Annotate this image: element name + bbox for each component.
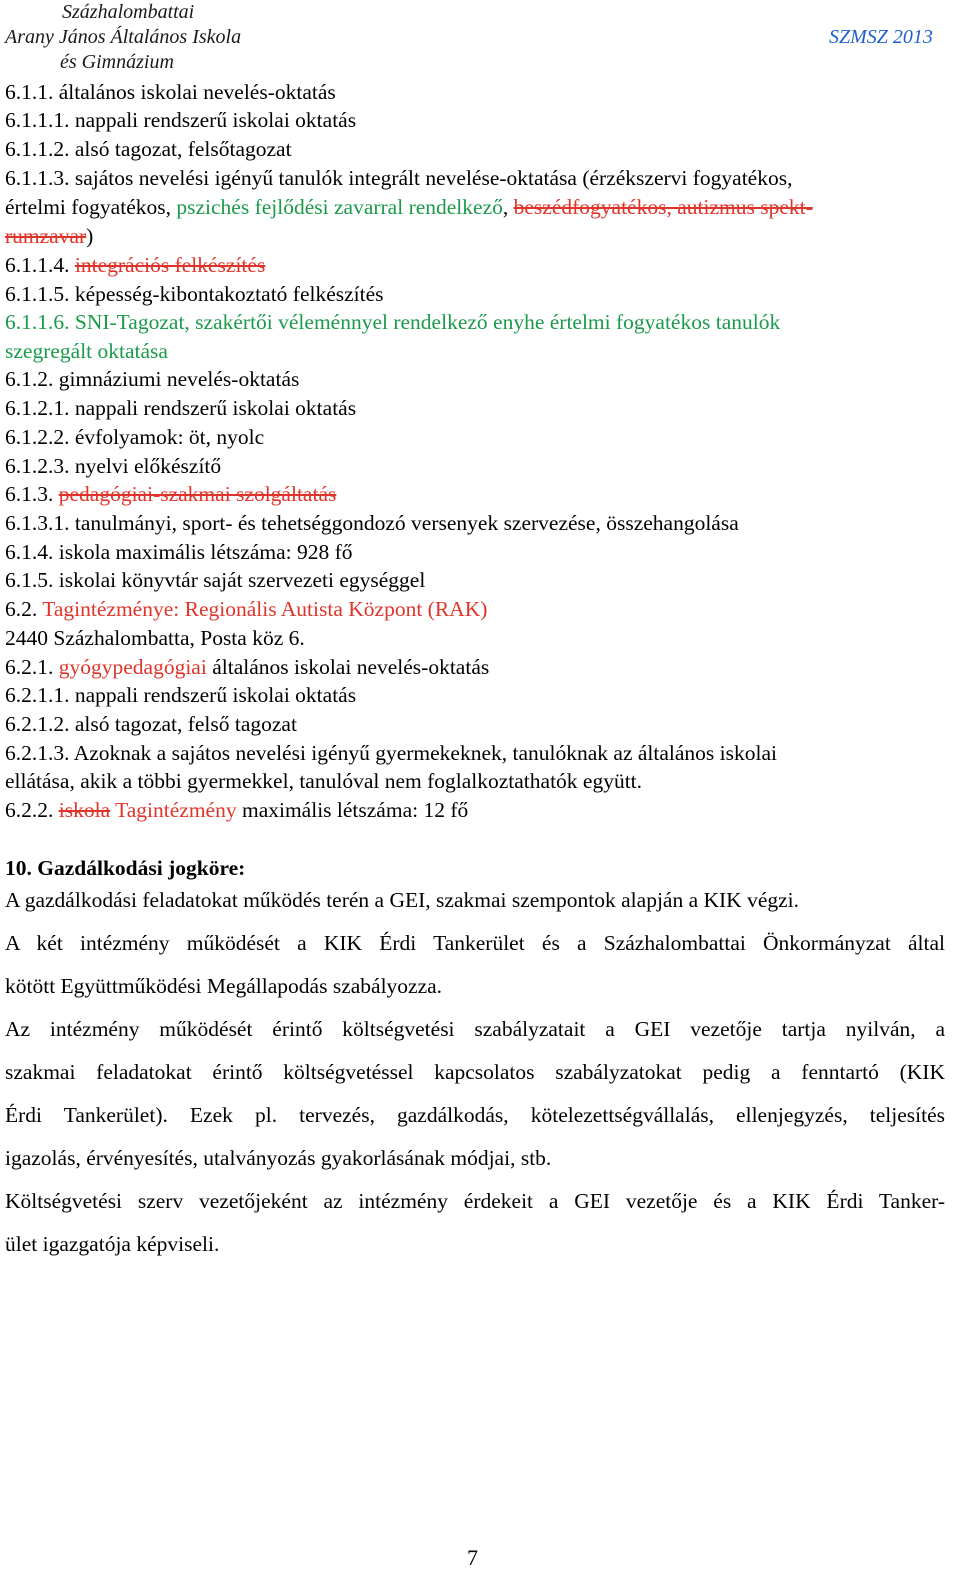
- item-6-1-2: 6.1.2. gimnáziumi nevelés-oktatás: [5, 367, 300, 391]
- item-6-1-3: 6.1.3. pedagógiai-szakmai szolgáltatás: [5, 482, 337, 506]
- item-6-1-1-2: 6.1.1.2. alsó tagozat, felsőtagozat: [5, 137, 292, 161]
- item-6-1-1-6-line2: szegregált oktatása: [5, 339, 168, 363]
- paragraph-3-line2: szakmai feladatokat érintő költségvetéssel kapcsolatos szabályzatokat pedig a fenntartó (KIK: [5, 1060, 945, 1084]
- item-6-1-2-1: 6.1.2.1. nappali rendszerű iskolai oktatás: [5, 396, 357, 420]
- item-6-1-1-6-line1: 6.1.1.6. SNI-Tagozat, szakértői véleménnyel rendelkező enyhe értelmi fogyatékos tanulók: [5, 310, 781, 334]
- item-6-2: 6.2. Tagintézménye: Regionális Autista Központ (RAK): [5, 597, 488, 621]
- paragraph-2-line1: A két intézmény működését a KIK Érdi Tankerület és a Százhalombattai Önkormányzat által: [5, 931, 945, 955]
- header-school-city: Százhalombattai: [62, 1, 195, 23]
- page-number: 7: [467, 1545, 478, 1570]
- item-6-2-1: 6.2.1. gyógypedagógiai általános iskolai nevelés-oktatás: [5, 655, 490, 679]
- header-school-suffix: és Gimnázium: [60, 51, 174, 73]
- address-line: 2440 Százhalombatta, Posta köz 6.: [5, 626, 305, 650]
- paragraph-4-line1: Költségvetési szerv vezetőjeként az intézmény érdekeit a GEI vezetője és a KIK Érdi Tanker-: [5, 1189, 945, 1213]
- item-6-1-3-1: 6.1.3.1. tanulmányi, sport- és tehetséggondozó versenyek szervezése, összehangolása: [5, 511, 739, 535]
- paragraph-3-line4: igazolás, érvényesítés, utalványozás gyakorlásának módjai, stb.: [5, 1146, 552, 1170]
- item-6-2-1-2: 6.2.1.2. alsó tagozat, felső tagozat: [5, 712, 297, 736]
- inserted-text: Tagintézménye: Regionális Autista Központ (RAK): [42, 597, 488, 621]
- item-6-1-5: 6.1.5. iskolai könyvtár saját szervezeti egységgel: [5, 568, 426, 592]
- paragraph-3-line1: Az intézmény működését érintő költségvetési szabályzatait a GEI vezetője tartja nyilván, a: [5, 1017, 945, 1041]
- deleted-text: iskola: [58, 798, 111, 822]
- deleted-text: rumzavar: [5, 224, 87, 248]
- paragraph-2-line2: kötött Együttműködési Megállapodás szabályozza.: [5, 974, 443, 998]
- header-school-name: Arany János Általános Iskola: [5, 26, 242, 48]
- item-6-1-4: 6.1.4. iskola maximális létszáma: 928 fő: [5, 540, 353, 564]
- item-6-2-1-3-line1: 6.2.1.3. Azoknak a sajátos nevelési igényű gyermekeknek, tanulóknak az általános iskolai: [5, 741, 777, 765]
- item-6-2-1-3-line2: ellátása, akik a többi gyermekkel, tanulóval nem foglalkoztathatók együtt.: [5, 769, 643, 793]
- item-6-1-1: 6.1.1. általános iskolai nevelés-oktatás: [5, 80, 336, 104]
- header-doc-code: SZMSZ 2013: [829, 26, 933, 48]
- paragraph-4-line2: ület igazgatója képviseli.: [5, 1232, 220, 1256]
- item-6-1-1-3-line1: 6.1.1.3. sajátos nevelési igényű tanulók integrált nevelése-oktatása (érzékszervi fogyatékos,: [5, 166, 793, 190]
- item-6-2-1-1: 6.2.1.1. nappali rendszerű iskolai oktatás: [5, 683, 357, 707]
- inserted-text: Tagintézmény: [115, 798, 237, 822]
- inserted-text: pszichés fejlődési zavarral rendelkező: [176, 195, 503, 219]
- deleted-text: integrációs felkészítés: [74, 253, 266, 277]
- inserted-text: gyógypedagógiai: [58, 655, 207, 679]
- item-6-1-2-2: 6.1.2.2. évfolyamok: öt, nyolc: [5, 425, 265, 449]
- deleted-text: beszédfogyatékos, autizmus spekt-: [513, 195, 813, 219]
- deleted-text: pedagógiai-szakmai szolgáltatás: [58, 482, 337, 506]
- section-title: 10. Gazdálkodási jogköre:: [5, 856, 246, 880]
- item-6-2-2: 6.2.2. iskola Tagintézmény maximális létszáma: 12 fő: [5, 798, 469, 822]
- item-6-1-2-3: 6.1.2.3. nyelvi előkészítő: [5, 454, 222, 478]
- item-6-1-1-3-line2: értelmi fogyatékos, pszichés fejlődési zavarral rendelkező, beszédfogyatékos, autizmus spekt-: [5, 195, 813, 219]
- item-6-1-1-3-line3: rumzavar): [5, 224, 94, 248]
- paragraph-3-line3: Érdi Tankerület). Ezek pl. tervezés, gazdálkodás, kötelezettségvállalás, ellenjegyzés, teljesítés: [5, 1103, 945, 1127]
- item-6-1-1-5: 6.1.1.5. képesség-kibontakoztató felkészítés: [5, 282, 384, 306]
- paragraph-1: A gazdálkodási feladatokat működés terén a GEI, szakmai szempontok alapján a KIK végzi.: [5, 888, 800, 912]
- item-6-1-1-4: 6.1.1.4. integrációs felkészítés: [5, 253, 266, 277]
- item-6-1-1-1: 6.1.1.1. nappali rendszerű iskolai oktatás: [5, 108, 357, 132]
